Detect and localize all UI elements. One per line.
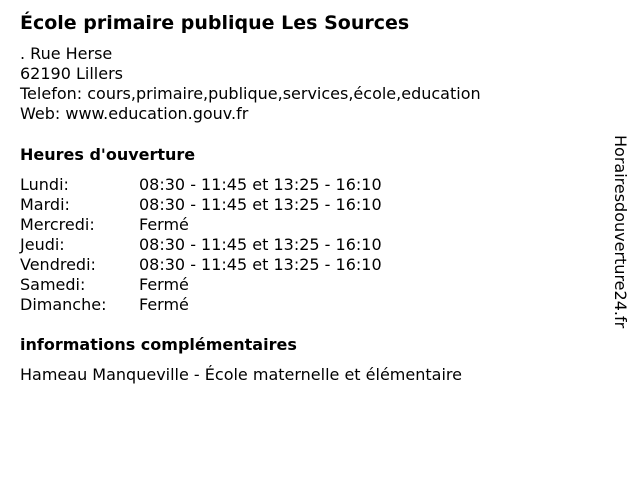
phone-line: Telefon: cours,primaire,publique,services,école,education (20, 84, 481, 103)
additional-info-heading: informations complémentaires (20, 335, 297, 354)
site-watermark: Horairesdouverture24.fr (611, 135, 630, 329)
day-label: Mercredi: (20, 215, 95, 234)
opening-hours-table (20, 175, 382, 315)
day-label: Jeudi: (20, 235, 65, 254)
day-hours: Fermé (139, 215, 189, 234)
day-hours: 08:30 - 11:45 et 13:25 - 16:10 (139, 255, 382, 274)
address-street: . Rue Herse (20, 44, 113, 63)
day-hours: 08:30 - 11:45 et 13:25 - 16:10 (139, 235, 382, 254)
day-hours: Fermé (139, 295, 189, 314)
day-label: Mardi: (20, 195, 70, 214)
day-label: Vendredi: (20, 255, 96, 274)
hours-row-wednesday (20, 215, 382, 235)
address-city: 62190 Lillers (20, 64, 123, 83)
hours-row-thursday (20, 235, 382, 255)
hours-row-tuesday (20, 195, 382, 215)
hours-row-saturday (20, 275, 382, 295)
hours-row-friday (20, 255, 382, 275)
day-label: Samedi: (20, 275, 86, 294)
additional-info-text: Hameau Manqueville - École maternelle et élémentaire (20, 365, 462, 384)
page-title: École primaire publique Les Sources (20, 12, 410, 34)
hours-row-sunday (20, 295, 382, 315)
day-label: Dimanche: (20, 295, 107, 314)
address-block (20, 44, 481, 124)
day-hours: 08:30 - 11:45 et 13:25 - 16:10 (139, 175, 382, 194)
day-label: Lundi: (20, 175, 69, 194)
hours-row-monday (20, 175, 382, 195)
day-hours: Fermé (139, 275, 189, 294)
opening-hours-heading: Heures d'ouverture (20, 145, 196, 164)
day-hours: 08:30 - 11:45 et 13:25 - 16:10 (139, 195, 382, 214)
web-line: Web: www.education.gouv.fr (20, 104, 249, 123)
